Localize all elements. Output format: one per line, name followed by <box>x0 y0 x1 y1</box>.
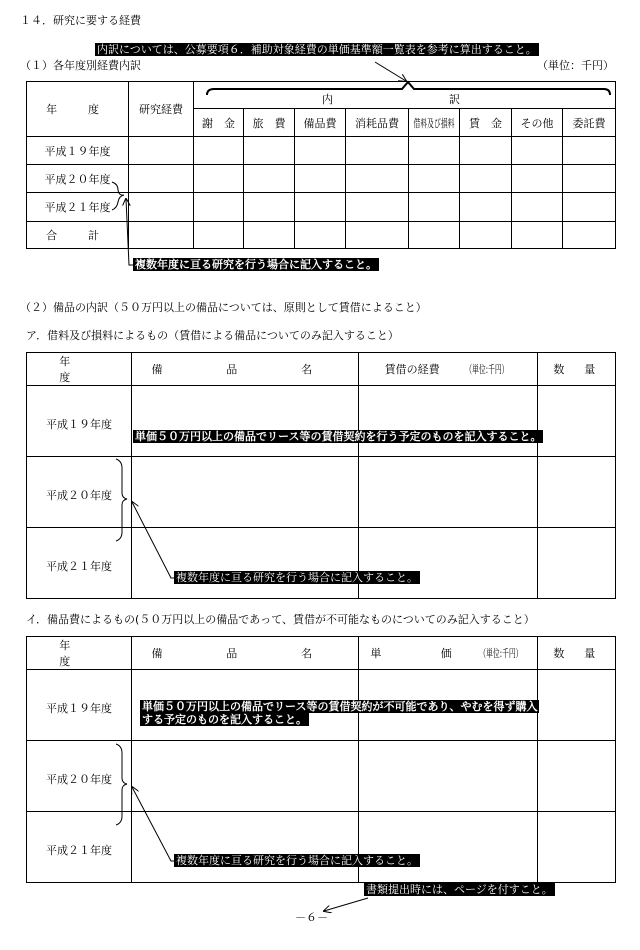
cell[interactable] <box>409 137 460 165</box>
cell[interactable] <box>563 165 616 193</box>
sub-a-title: ア．借料及び損料によるもの（賃借による備品についてのみ記入すること） <box>26 329 399 342</box>
breakdown-note: 内訳については、公募要項６．補助対象経費の単価基準額一覧表を参考に算出すること。 <box>97 43 537 56</box>
sub-b-title: イ．備品費によるもの(５０万円以上の備品であって、賃借が不可能なものについてのみ記入すること） <box>26 613 535 626</box>
cell[interactable] <box>194 193 244 222</box>
purchase-note-line2: する予定のものを記入すること。 <box>142 713 307 726</box>
cell[interactable] <box>295 222 346 249</box>
cell[interactable] <box>346 165 409 193</box>
col-honorarium: 謝 金 <box>194 109 244 137</box>
header-research-cost: 研究経費 <box>129 82 194 137</box>
table-row <box>27 193 616 222</box>
cell[interactable] <box>244 165 295 193</box>
col-outsourcing: 委託費 <box>563 109 616 137</box>
row-label: 平成２０年度 <box>27 457 132 528</box>
header-year: 年 度 <box>27 353 132 386</box>
cell[interactable] <box>129 193 194 222</box>
breakdown-arrow <box>375 62 406 81</box>
purchase-equipment-table <box>26 636 616 883</box>
part1-title: （１）各年度別経費内訳 <box>20 59 141 72</box>
cell[interactable] <box>132 741 359 812</box>
table-row <box>27 741 616 812</box>
cell[interactable] <box>244 193 295 222</box>
cell[interactable] <box>194 165 244 193</box>
cell[interactable] <box>295 193 346 222</box>
cell[interactable] <box>409 222 460 249</box>
page-number-arrow <box>324 898 368 911</box>
cell[interactable] <box>538 670 616 741</box>
cell[interactable] <box>132 812 359 883</box>
cell[interactable] <box>359 457 538 528</box>
cell[interactable] <box>346 193 409 222</box>
cell[interactable] <box>460 137 512 165</box>
page-number-note: 書類提出時には、ページを付すこと。 <box>366 883 553 896</box>
rental-equipment-table <box>26 352 616 599</box>
table-row <box>27 137 616 165</box>
cell[interactable] <box>538 386 616 457</box>
header-year: 年 度 <box>27 637 132 670</box>
row-label: 平成１９年度 <box>27 137 129 165</box>
cell[interactable] <box>346 137 409 165</box>
section-title: １４．研究に要する経費 <box>20 14 141 27</box>
row-label: 平成２１年度 <box>27 193 129 222</box>
cell[interactable] <box>295 137 346 165</box>
cell[interactable] <box>359 386 538 457</box>
breakdown-label-right: 訳 <box>449 93 460 106</box>
breakdown-label-left: 内 <box>322 93 333 106</box>
cell[interactable] <box>460 165 512 193</box>
multi-year-note-1: 複数年度に亘る研究を行う場合に記入すること。 <box>135 258 377 271</box>
col-wages: 賃 金 <box>460 109 512 137</box>
row-label: 平成１９年度 <box>27 670 132 741</box>
cell[interactable] <box>359 741 538 812</box>
page-number: －６－ <box>295 911 328 924</box>
row-label-total: 合 計 <box>27 222 129 249</box>
multi-year-note-3: 複数年度に亘る研究を行う場合に記入すること。 <box>176 854 418 867</box>
cell[interactable] <box>563 222 616 249</box>
cell[interactable] <box>132 457 359 528</box>
header-unit-price: 単 価 （単位:千円） <box>359 637 538 670</box>
col-rental: 借料及び損料 <box>409 109 460 137</box>
cell[interactable] <box>194 137 244 165</box>
cell[interactable] <box>409 165 460 193</box>
annual-cost-table <box>26 81 616 249</box>
cell[interactable] <box>129 165 194 193</box>
cell[interactable] <box>460 193 512 222</box>
cell[interactable] <box>538 741 616 812</box>
table-row <box>27 457 616 528</box>
header-breakdown <box>194 82 616 109</box>
header-rental-cost: 賃借の経費 （単位:千円） <box>359 353 538 386</box>
cell[interactable] <box>563 193 616 222</box>
cell[interactable] <box>409 193 460 222</box>
header-equipment-name: 備 品 名 <box>132 353 359 386</box>
cell[interactable] <box>512 137 563 165</box>
cell[interactable] <box>295 165 346 193</box>
row-label: 平成１９年度 <box>27 386 132 457</box>
cell[interactable] <box>538 457 616 528</box>
cell[interactable] <box>244 222 295 249</box>
header-year: 年 度 <box>27 82 129 137</box>
row-label: 平成２０年度 <box>27 741 132 812</box>
cell[interactable] <box>132 528 359 599</box>
cell[interactable] <box>129 137 194 165</box>
col-travel: 旅 費 <box>244 109 295 137</box>
header-quantity: 数 量 <box>538 637 616 670</box>
col-equipment: 備品費 <box>295 109 346 137</box>
table-row-total <box>27 222 616 249</box>
purchase-note-line1: 単価５０万円以上の備品でリース等の賃借契約が不可能であり、やむを得ず購入 <box>142 700 538 713</box>
row-label: 平成２０年度 <box>27 165 129 193</box>
cell[interactable] <box>538 812 616 883</box>
cell[interactable] <box>538 528 616 599</box>
unit-label: （単位：千円） <box>537 59 614 72</box>
cell[interactable] <box>512 165 563 193</box>
header-quantity: 数 量 <box>538 353 616 386</box>
cell[interactable] <box>346 222 409 249</box>
col-consumables: 消耗品費 <box>346 109 409 137</box>
cell[interactable] <box>512 222 563 249</box>
cell[interactable] <box>359 528 538 599</box>
cell[interactable] <box>129 222 194 249</box>
cell[interactable] <box>244 137 295 165</box>
cell[interactable] <box>194 222 244 249</box>
row-label: 平成２１年度 <box>27 812 132 883</box>
cell[interactable] <box>460 222 512 249</box>
col-other: その他 <box>512 109 563 137</box>
cell[interactable] <box>132 386 359 457</box>
table-row <box>27 165 616 193</box>
table-row <box>27 528 616 599</box>
lease-note: 単価５０万円以上の備品でリース等の賃借契約を行う予定のものを記入すること。 <box>135 430 542 443</box>
cell[interactable] <box>563 137 616 165</box>
header-equipment-name: 備 品 名 <box>132 637 359 670</box>
row-label: 平成２１年度 <box>27 528 132 599</box>
cell[interactable] <box>359 812 538 883</box>
table-row <box>27 812 616 883</box>
cell[interactable] <box>512 193 563 222</box>
part2-title: （２）備品の内訳（５０万円以上の備品については、原則として賃借によること） <box>20 301 427 314</box>
table-row <box>27 386 616 457</box>
multi-year-note-2: 複数年度に亘る研究を行う場合に記入すること。 <box>176 571 418 584</box>
